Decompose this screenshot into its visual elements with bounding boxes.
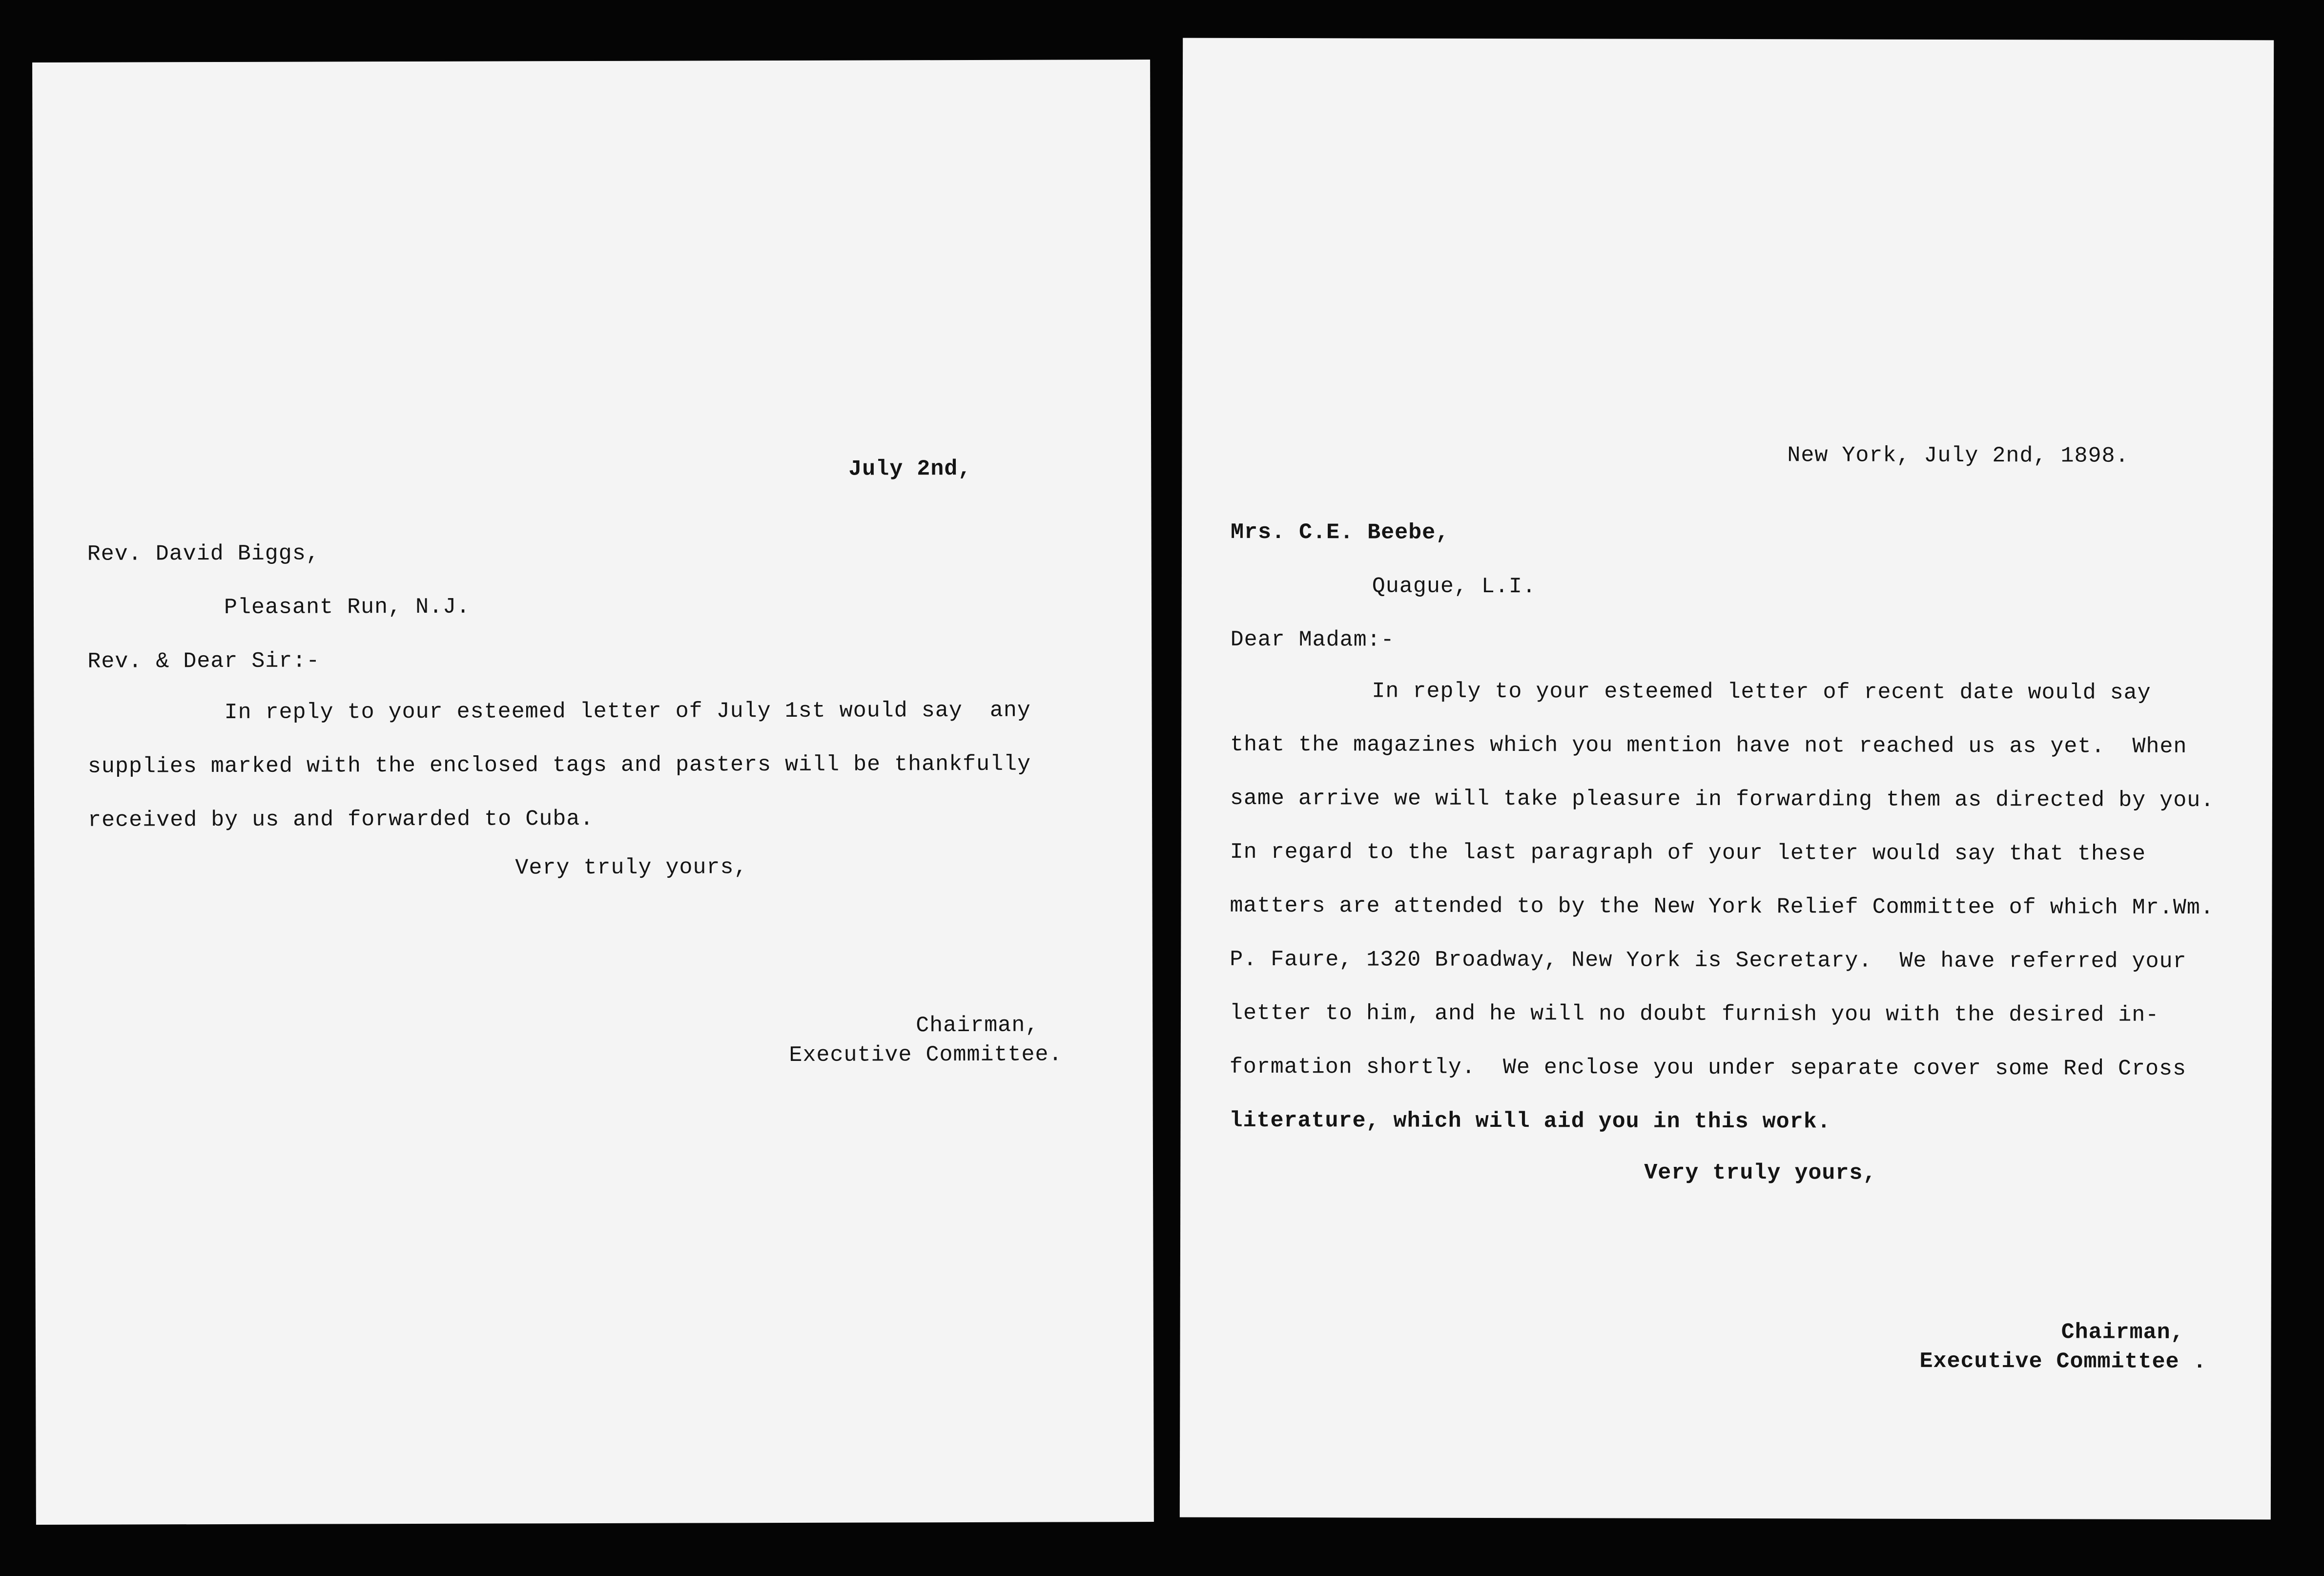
body-line: formation shortly. We enclose you under separate cover some Red Cross xyxy=(1229,1054,2187,1081)
body-line: In reply to your esteemed letter of recent date would say xyxy=(1372,679,2151,705)
body-line: that the magazines which you mention have not reached us as yet. When xyxy=(1230,732,2187,759)
salutation: Dear Madam:- xyxy=(1230,627,1395,653)
body-line: In reply to your esteemed letter of July 1st would say any xyxy=(224,698,1031,725)
body-line: matters are attended to by the New York Relief Committee of which Mr.Wm. xyxy=(1230,893,2214,921)
salutation: Rev. & Dear Sir:- xyxy=(87,648,320,674)
body-line: received by us and forwarded to Cuba. xyxy=(88,806,594,833)
recipient-name: Rev. David Biggs, xyxy=(87,541,320,567)
signature-title: Chairman, xyxy=(916,1013,1039,1038)
closing: Very truly yours, xyxy=(515,855,748,881)
signature-committee: Executive Committee. xyxy=(789,1042,1063,1068)
letter-page-left xyxy=(32,60,1154,1525)
body-line: In regard to the last paragraph of your letter would say that these xyxy=(1230,839,2146,867)
letter-date: New York, July 2nd, 1898. xyxy=(1787,443,2129,469)
recipient-name: Mrs. C.E. Beebe, xyxy=(1231,519,1450,545)
body-line: letter to him, and he will no doubt furnish you with the desired in- xyxy=(1229,1000,2159,1028)
recipient-place: Quague, L.I. xyxy=(1372,574,1536,600)
signature-committee: Executive Committee . xyxy=(1919,1348,2207,1375)
signature-title: Chairman, xyxy=(2061,1320,2184,1345)
letter-page-right xyxy=(1180,38,2274,1520)
body-line: same arrive we will take pleasure in forwarding them as directed by you. xyxy=(1230,786,2215,813)
recipient-place: Pleasant Run, N.J. xyxy=(224,594,471,620)
body-line: supplies marked with the enclosed tags and pasters will be thankfully xyxy=(87,751,1031,779)
body-line: literature, which will aid you in this work. xyxy=(1229,1108,1831,1135)
closing: Very truly yours, xyxy=(1644,1160,1877,1186)
body-line: P. Faure, 1320 Broadway, New York is Secretary. We have referred your xyxy=(1230,947,2187,974)
letter-date: July 2nd, xyxy=(848,456,972,482)
